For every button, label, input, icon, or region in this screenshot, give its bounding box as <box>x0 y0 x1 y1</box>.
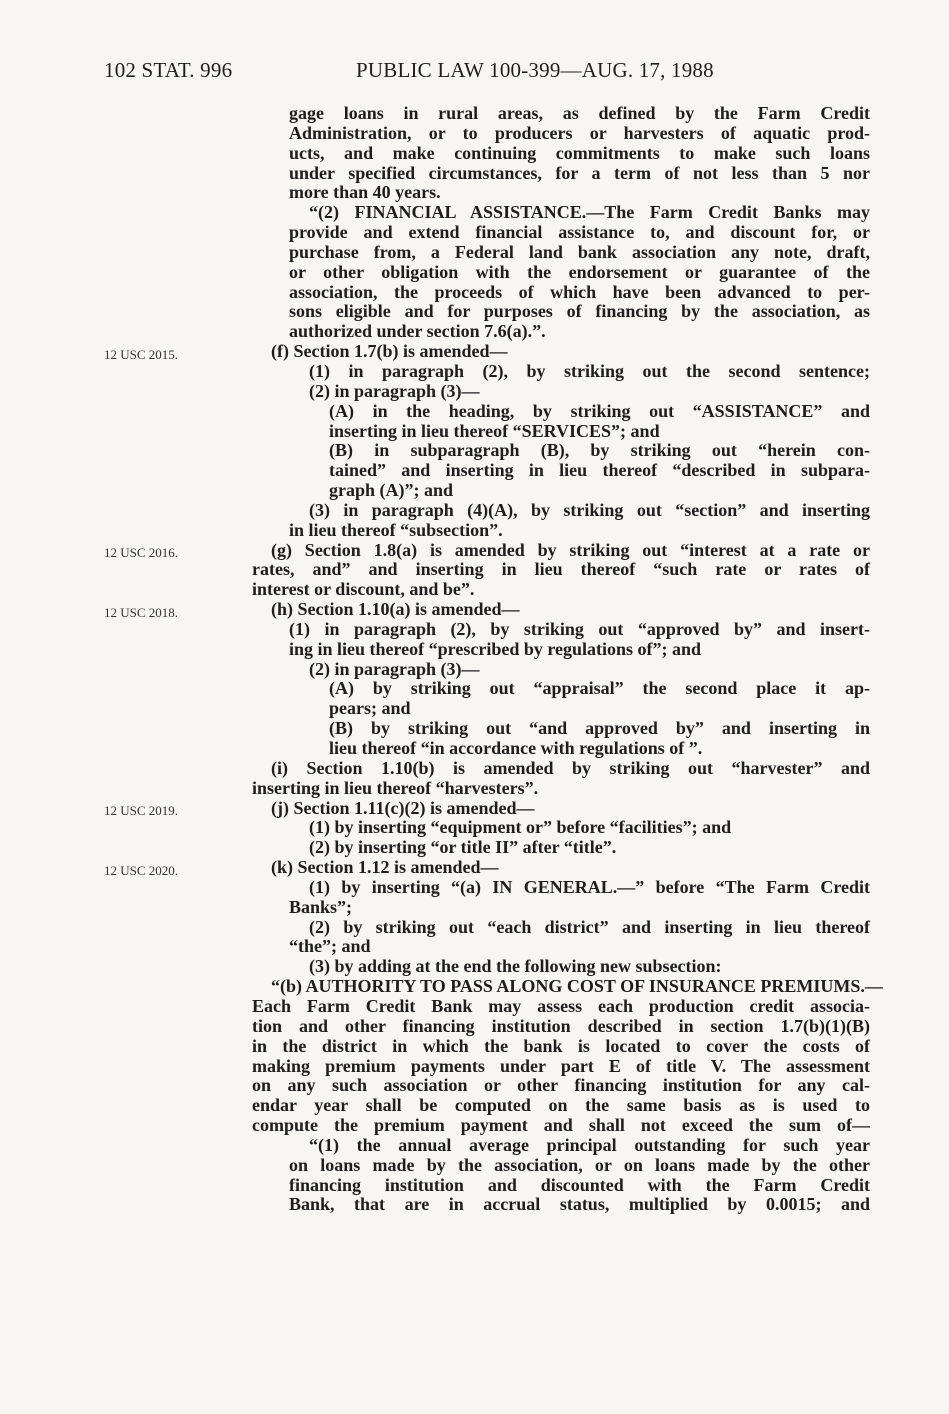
text-line: on any such association or other financing institution for any cal- <box>252 1075 870 1096</box>
margin-note: 12 USC 2019. <box>104 803 179 818</box>
text-line: (1) in paragraph (2), by striking out “approved by” and insert- <box>289 618 870 639</box>
text-line: in the district in which the bank is located to cover the costs of <box>252 1035 870 1056</box>
text-line: “the”; and <box>289 936 371 957</box>
text-line: authorized under section 7.6(a).”. <box>289 321 546 342</box>
text-line: inserting in lieu thereof “SERVICES”; and <box>329 420 660 441</box>
text-line: (A) by striking out “appraisal” the second place it ap- <box>329 678 870 699</box>
text-line: provide and extend financial assistance to, and discount for, or <box>289 222 870 243</box>
text-line: (2) in paragraph (3)— <box>309 380 480 401</box>
text-line: sons eligible and for purposes of financing by the association, as <box>289 301 870 322</box>
text-line: tained” and inserting in lieu thereof “described in subpara- <box>329 460 870 481</box>
text-line: interest or discount, and be”. <box>252 579 475 600</box>
text-line: (2) in paragraph (3)— <box>309 658 480 679</box>
text-line: purchase from, a Federal land bank association any note, draft, <box>289 241 870 262</box>
text-line: Bank, that are in accrual status, multiplied by 0.0015; and <box>289 1194 870 1215</box>
text-line: gage loans in rural areas, as defined by the Farm Credit <box>289 103 870 123</box>
text-line: under specified circumstances, for a term of not less than 5 nor <box>289 162 870 183</box>
text-line: (A) in the heading, by striking out “ASSISTANCE” and <box>329 400 870 421</box>
text-line: ucts, and make continuing commitments to make such loans <box>289 142 870 163</box>
text-line: Banks”; <box>289 896 353 917</box>
text-line: inserting in lieu thereof “harvesters”. <box>252 777 539 798</box>
text-line: financing institution and discounted with the Farm Credit <box>289 1174 870 1195</box>
text-line: graph (A)”; and <box>329 480 454 501</box>
text-line: (1) by inserting “(a) IN GENERAL.—” before “The Farm Credit <box>309 876 870 897</box>
text-line: “(2) FINANCIAL ASSISTANCE.—The Farm Credit Banks may <box>309 202 870 223</box>
text-line: pears; and <box>329 698 411 719</box>
text-line: (1) by inserting “equipment or” before “facilities”; and <box>309 817 732 838</box>
text-line: (g) Section 1.8(a) is amended by striking out “interest at a rate or <box>271 539 870 560</box>
text-line: tion and other financing institution described in section 1.7(b)(1)(B) <box>252 1015 870 1036</box>
text-line: (2) by striking out “each district” and inserting in lieu thereof <box>309 916 870 937</box>
public-law-header: PUBLIC LAW 100-399—AUG. 17, 1988 <box>356 58 714 82</box>
text-line: making premium payments under part E of title V. The assessment <box>252 1055 870 1076</box>
text-line: compute the premium payment and shall not exceed the sum of— <box>252 1115 870 1136</box>
text-line: (3) by adding at the end the following new subsection: <box>309 956 722 977</box>
text-line: Each Farm Credit Bank may assess each production credit associa- <box>252 995 870 1016</box>
text-line: (k) Section 1.12 is amended— <box>271 857 499 878</box>
text-line: more than 40 years. <box>289 182 441 203</box>
margin-note: 12 USC 2015. <box>104 347 179 362</box>
text-line: lieu thereof “in accordance with regulations of ”. <box>329 738 703 758</box>
text-line: (B) in subparagraph (B), by striking out “herein con- <box>329 440 870 461</box>
page-stat-header: 102 STAT. 996 <box>104 58 233 82</box>
text-line: rates, and” and inserting in lieu thereof “such rate or rates of <box>252 559 870 580</box>
margin-note: 12 USC 2018. <box>104 605 179 620</box>
text-line: (B) by striking out “and approved by” and inserting in <box>329 718 870 739</box>
text-line: or other obligation with the endorsement or guarantee of the <box>289 261 870 282</box>
text-line: endar year shall be computed on the same basis as is used to <box>252 1095 870 1116</box>
text-line: “(1) the annual average principal outstanding for such year <box>309 1134 870 1155</box>
text-line: in lieu thereof “subsection”. <box>289 519 503 540</box>
margin-note: 12 USC 2020. <box>104 863 179 878</box>
text-line: (i) Section 1.10(b) is amended by striking out “harvester” and <box>271 757 870 778</box>
text-line: on loans made by the association, or on loans made by the other <box>289 1154 870 1175</box>
text-line: ing in lieu thereof “prescribed by regulations of”; and <box>289 638 702 659</box>
text-line: Administration, or to producers or harvesters of aquatic prod- <box>289 122 870 143</box>
text-line: association, the proceeds of which have been advanced to per- <box>289 281 870 302</box>
margin-note: 12 USC 2016. <box>104 545 179 560</box>
text-line: (2) by inserting “or title II” after “title”. <box>309 837 617 858</box>
text-line: (h) Section 1.10(a) is amended— <box>271 599 520 620</box>
text-line: (j) Section 1.11(c)(2) is amended— <box>271 797 535 818</box>
text-line: “(b) AUTHORITY TO PASS ALONG COST OF INSURANCE PREMIUMS.— <box>271 976 883 997</box>
text-line: (1) in paragraph (2), by striking out the second sentence; <box>309 360 870 381</box>
text-line: (3) in paragraph (4)(A), by striking out “section” and inserting <box>309 499 870 520</box>
text-line: (f) Section 1.7(b) is amended— <box>271 341 508 362</box>
document-body <box>252 103 883 1215</box>
